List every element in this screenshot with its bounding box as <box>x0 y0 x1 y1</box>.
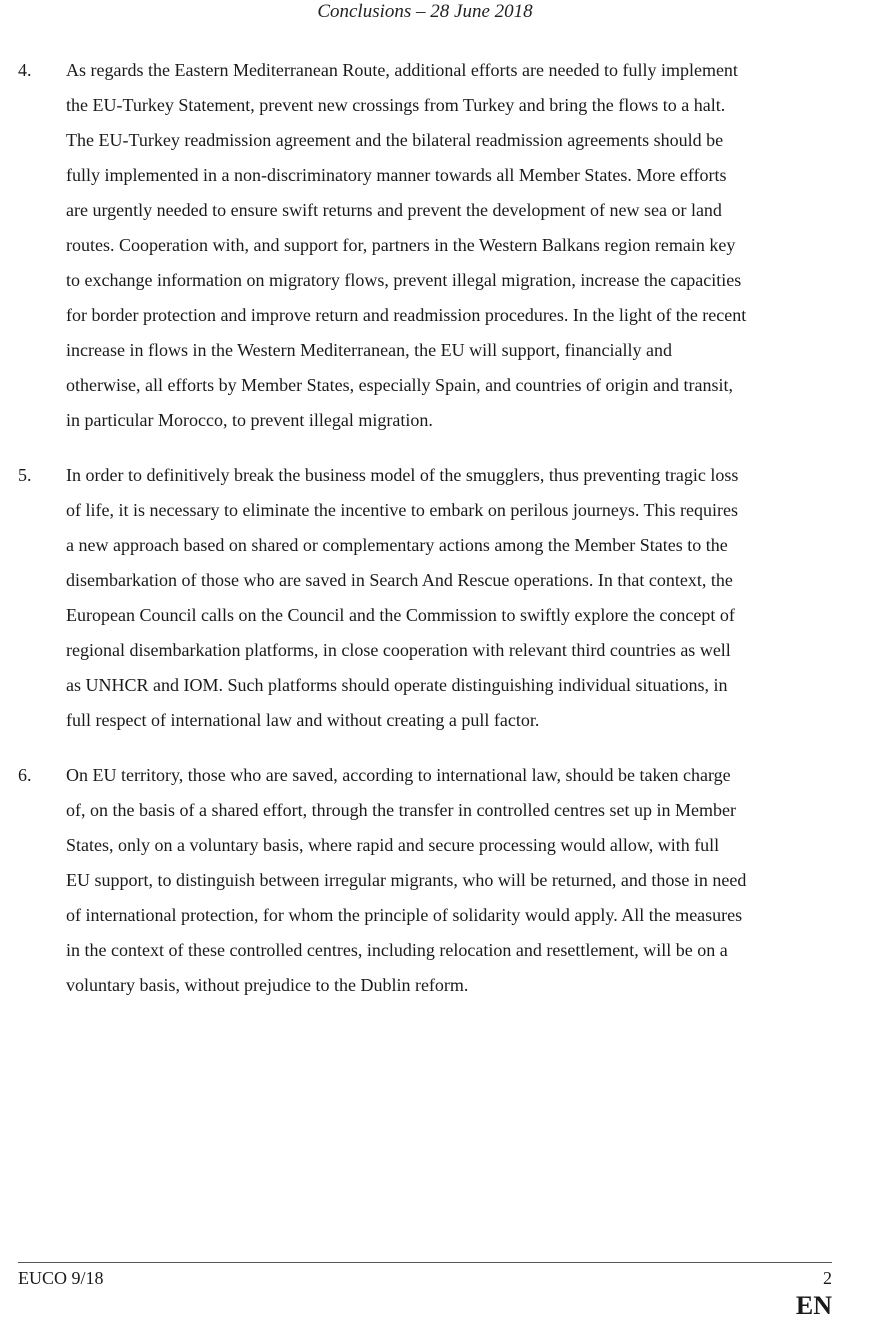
paragraph-text: As regards the Eastern Mediterranean Route, additional efforts are needed to fully implement the EU-Turkey Statement, prevent new crossings from Turkey and bring the flows to a halt. The EU-Turkey readmission agreement and the bilateral readmission agreements should be fully implemented in a non-discriminatory manner towards all Member States. More efforts are urgently needed to ensure swift returns and prevent the development of new sea or land routes. Cooperation with, and support for, partners in the Western Balkans region remain key to exchange information on migratory flows, prevent illegal migration, increase the capacities for border protection and improve return and readmission procedures. In the light of the recent increase in flows in the Western Mediterranean, the EU will support, financially and otherwise, all efforts by Member States, especially Spain, and countries of origin and transit, in particular Morocco, to prevent illegal migration. <box>66 60 747 430</box>
paragraph-6 <box>18 758 838 1003</box>
paragraph-number: 6. <box>18 765 32 785</box>
footer-divider <box>18 1262 832 1263</box>
paragraph-4 <box>18 53 838 438</box>
document-reference: EUCO 9/18 <box>18 1268 104 1288</box>
page-number: 2 <box>823 1268 832 1288</box>
paragraph-number: 4. <box>18 60 32 80</box>
page-header-title: Conclusions – 28 June 2018 <box>317 1 533 22</box>
paragraph-text: On EU territory, those who are saved, according to international law, should be taken charge of, on the basis of a shared effort, through the transfer in controlled centres set up in Member States, only on a voluntary basis, where rapid and secure processing would allow, with full EU support, to distinguish between irregular migrants, who will be returned, and those in need of international protection, for whom the principle of solidarity would apply. All the measures in the context of these controlled centres, including relocation and resettlement, will be on a voluntary basis, without prejudice to the Dublin reform. <box>66 765 747 995</box>
language-code: EN <box>795 1291 832 1320</box>
paragraph-5 <box>18 458 838 738</box>
paragraph-number: 5. <box>18 465 32 485</box>
paragraph-text: In order to definitively break the business model of the smugglers, thus preventing tragic loss of life, it is necessary to eliminate the incentive to embark on perilous journeys. This requires a new approach based on shared or complementary actions among the Member States to the disembarkation of those who are saved in Search And Rescue operations. In that context, the European Council calls on the Council and the Commission to swiftly explore the concept of regional disembarkation platforms, in close cooperation with relevant third countries as well as UNHCR and IOM. Such platforms should operate distinguishing individual situations, in full respect of international law and without creating a pull factor. <box>66 465 739 730</box>
